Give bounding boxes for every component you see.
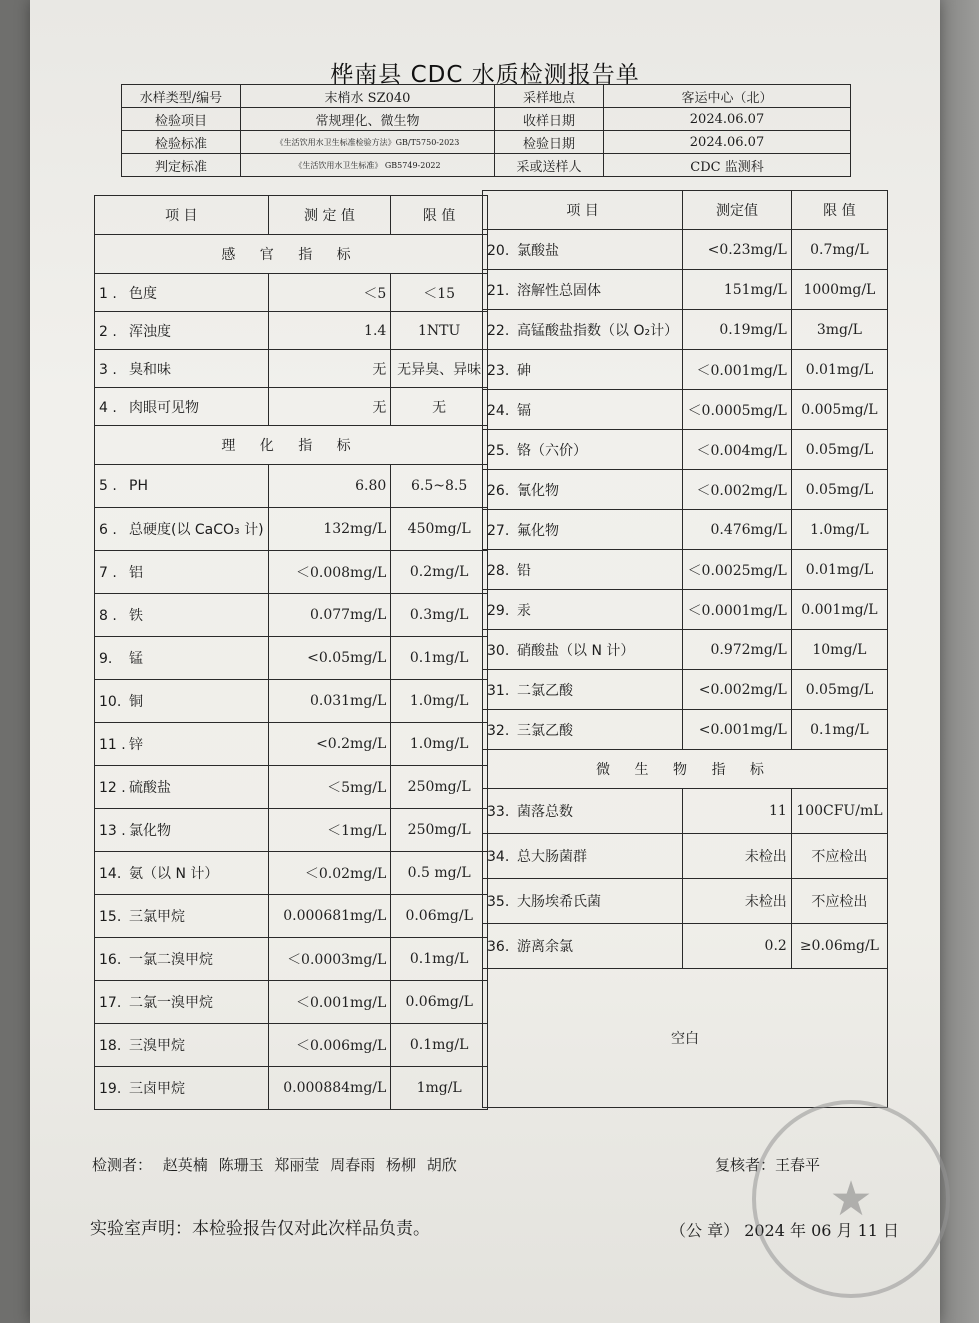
limit-value: 0.05mg/L [791,670,887,710]
item-name: 总硬度(以 CaCO₃ 计) [129,522,264,538]
reviewer-label: 复核者： [715,1156,776,1174]
item-number: 6 . [99,522,117,538]
measured-value: ＜0.008mg/L [268,551,391,594]
item-name-cell [483,470,683,510]
limit-value: 0.3mg/L [391,594,488,637]
item-name: 镉 [517,402,531,419]
item-name: 铝 [129,565,143,581]
table-row [483,230,888,270]
limit-value: 0.2mg/L [391,551,488,594]
item-name: 菌落总数 [517,804,573,820]
measured-value: ＜0.002mg/L [683,470,792,510]
item-name-cell [95,938,269,981]
item-name-cell [483,630,683,670]
item-name-cell [95,594,269,637]
item-name: 大肠埃希氏菌 [517,894,601,910]
item-name: 三溴甲烷 [129,1038,185,1054]
measured-value: ＜0.004mg/L [683,430,792,470]
table-row [483,550,888,590]
info-value: 《生活饮用水卫生标准》 GB5749-2022 [241,154,495,177]
info-value: 2024.06.07 [604,131,851,154]
item-name: 氯化物 [129,823,171,839]
measured-value: ＜1mg/L [268,809,391,852]
table-row [95,809,488,852]
item-name-cell [95,637,269,680]
item-name: 二氯一溴甲烷 [129,995,213,1011]
item-name: 砷 [517,362,531,379]
table-row [483,834,888,879]
limit-value: 0.7mg/L [791,230,887,270]
item-name-cell [95,809,269,852]
column-header: 限 值 [391,196,488,235]
measured-value: 未检出 [683,834,792,879]
table-row [95,388,488,426]
item-number: 34. [487,849,510,865]
item-name: 氨（以 N 计） [129,866,219,882]
table-row [483,924,888,969]
item-number: 36. [487,939,510,955]
item-number: 4 . [99,399,117,416]
item-name: 氟化物 [517,522,559,539]
table-row [95,508,488,551]
item-name: 氯酸盐 [517,242,559,259]
table-row [95,594,488,637]
sample-info-table [121,84,851,177]
reviewer-name: 王春平 [775,1156,821,1174]
item-number: 8 . [99,608,117,624]
item-number: 1 . [99,285,117,302]
limit-value: 0.5 mg/L [391,852,488,895]
column-header: 测 定 值 [268,196,391,235]
item-name: 一氯二溴甲烷 [129,952,213,968]
seal-date: 2024 年 06 月 11 日 [744,1221,900,1240]
table-row [483,590,888,630]
item-number: 35. [487,894,510,910]
section-row [483,750,888,789]
table-row [483,670,888,710]
section-row [95,235,488,274]
item-number: 2 . [99,323,117,340]
measured-value: 6.80 [268,465,391,508]
seal-label: （公 章） [670,1221,740,1240]
table-row [95,350,488,388]
table-row [483,350,888,390]
measured-value: ＜0.0001mg/L [683,590,792,630]
item-number: 25. [487,442,510,459]
table-row [95,766,488,809]
measured-value: 未检出 [683,879,792,924]
table-row [483,270,888,310]
column-header: 项 目 [95,196,269,235]
item-name: 溶解性总固体 [517,282,601,299]
measured-value: <0.2mg/L [268,723,391,766]
measured-value: ＜0.0003mg/L [268,938,391,981]
table-row [483,789,888,834]
tester-name: 胡欣 [426,1156,457,1174]
measured-value: <0.002mg/L [683,670,792,710]
item-name: 铜 [129,694,143,710]
item-name: 硫酸盐 [129,780,171,796]
item-name-cell [95,895,269,938]
item-name-cell [95,766,269,809]
table-row [95,465,488,508]
item-number: 9. [99,651,113,667]
item-number: 23. [487,362,510,379]
measured-value: 0.077mg/L [268,594,391,637]
item-name: 汞 [517,602,531,619]
info-label: 判定标准 [122,154,241,177]
item-name-cell [95,465,269,508]
measured-value: 0.000884mg/L [268,1067,391,1110]
limit-value: ＜15 [391,274,488,312]
info-label: 采或送样人 [495,154,604,177]
item-name-cell [95,981,269,1024]
item-name-cell [483,670,683,710]
limit-value: 1NTU [391,312,488,350]
testers-label: 检测者： [92,1156,153,1174]
item-name-cell [483,230,683,270]
limit-value: 0.06mg/L [391,895,488,938]
measured-value: ＜0.001mg/L [268,981,391,1024]
item-name: 总大肠菌群 [517,849,587,865]
info-label: 收样日期 [495,108,604,131]
item-number: 24. [487,402,510,419]
section-title: 微 生 物 指 标 [483,750,888,789]
column-header: 项 目 [483,191,683,230]
table-row [95,1067,488,1110]
limit-value: 0.1mg/L [391,1024,488,1067]
measured-value: ＜5mg/L [268,766,391,809]
item-name: 锌 [129,737,143,753]
measured-value: <0.23mg/L [683,230,792,270]
limit-value: 1.0mg/L [791,510,887,550]
measured-value: 0.476mg/L [683,510,792,550]
item-number: 26. [487,482,510,499]
item-name: 铁 [129,608,143,624]
testers-line [92,1154,463,1175]
tester-name: 郑丽莹 [274,1156,320,1174]
measured-value: 0.031mg/L [268,680,391,723]
measured-value: ＜0.001mg/L [683,350,792,390]
item-number: 22. [487,322,510,339]
measured-value: 1.4 [268,312,391,350]
table-row [95,938,488,981]
right-results-table [482,190,888,1108]
item-name: PH [129,478,148,494]
item-name-cell [483,550,683,590]
item-name-cell [95,1067,269,1110]
limit-value: 0.1mg/L [391,938,488,981]
item-name-cell [95,312,269,350]
blank-cell: 空白 [483,969,888,1108]
item-name-cell [95,508,269,551]
item-number: 3 . [99,361,117,378]
table-row [483,879,888,924]
table-row [95,312,488,350]
item-number: 14. [99,866,122,882]
item-name: 三卤甲烷 [129,1081,185,1097]
table-row [95,680,488,723]
table-row [95,551,488,594]
item-name-cell [95,274,269,312]
measured-value: <0.001mg/L [683,710,792,750]
measured-value: 0.000681mg/L [268,895,391,938]
info-value: CDC 监测科 [604,154,851,177]
item-number: 12 . [99,780,126,796]
table-row [95,1024,488,1067]
item-name-cell [95,1024,269,1067]
item-name: 高锰酸盐指数（以 O₂计） [517,322,679,339]
limit-value: ≥0.06mg/L [791,924,887,969]
measured-value: 无 [268,388,391,426]
item-name-cell [483,789,683,834]
limit-value: 无 [391,388,488,426]
item-name: 氰化物 [517,482,559,499]
measured-value: 无 [268,350,391,388]
column-header: 限 值 [791,191,887,230]
table-row [95,723,488,766]
item-name: 锰 [129,651,143,667]
info-row [122,85,851,108]
item-name: 浑浊度 [129,323,171,340]
item-number: 33. [487,804,510,820]
info-label: 采样地点 [495,85,604,108]
item-name: 铅 [517,562,531,579]
table-row [483,510,888,550]
limit-value: 1.0mg/L [391,680,488,723]
measured-value: 132mg/L [268,508,391,551]
tester-name: 杨柳 [385,1156,416,1174]
item-number: 19. [99,1081,122,1097]
left-results-table [94,195,488,1110]
limit-value: 6.5~8.5 [391,465,488,508]
item-name: 三氯甲烷 [129,909,185,925]
item-name: 游离余氯 [517,939,573,955]
item-number: 11 . [99,737,126,753]
item-number: 31. [487,682,510,699]
measured-value: ＜0.006mg/L [268,1024,391,1067]
item-name-cell [483,879,683,924]
info-value: 客运中心（北） [604,85,851,108]
item-name-cell [483,590,683,630]
tester-name: 周春雨 [330,1156,376,1174]
limit-value: 0.005mg/L [791,390,887,430]
report-title: 桦南县 CDC 水质检测报告单 [330,62,640,88]
table-row [95,895,488,938]
table-row [483,430,888,470]
column-header: 测定值 [683,191,792,230]
measured-value: ＜0.0025mg/L [683,550,792,590]
item-name-cell [483,834,683,879]
tester-name: 陈珊玉 [218,1156,264,1174]
measured-value: <0.05mg/L [268,637,391,680]
item-name-cell [483,310,683,350]
star-icon: ★ [829,1171,873,1227]
item-name-cell [483,350,683,390]
table-row [95,981,488,1024]
table-row [95,852,488,895]
item-number: 17. [99,995,122,1011]
measured-value: ＜5 [268,274,391,312]
measured-value: 0.972mg/L [683,630,792,670]
table-row [95,637,488,680]
limit-value: 0.1mg/L [791,710,887,750]
item-name: 臭和味 [129,361,171,378]
limit-value: 0.05mg/L [791,470,887,510]
item-number: 27. [487,522,510,539]
measured-value: 0.19mg/L [683,310,792,350]
item-number: 21. [487,282,510,299]
limit-value: 0.06mg/L [391,981,488,1024]
item-name-cell [95,723,269,766]
item-name-cell [95,852,269,895]
blank-row [483,969,888,1108]
item-number: 30. [487,642,510,659]
item-number: 18. [99,1038,122,1054]
tester-name: 赵英楠 [162,1156,208,1174]
column-header-row [483,191,888,230]
info-label: 水样类型/编号 [122,85,241,108]
limit-value: 0.01mg/L [791,350,887,390]
item-name-cell [483,510,683,550]
info-value: 常规理化、微生物 [241,108,495,131]
limit-value: 无异臭、异味 [391,350,488,388]
limit-value: 0.1mg/L [391,637,488,680]
info-value: 末梢水 SZ040 [241,85,495,108]
measured-value: ＜0.02mg/L [268,852,391,895]
info-value: 《生活饮用水卫生标准检验方法》GB/T5750-2023 [241,131,495,154]
limit-value: 0.05mg/L [791,430,887,470]
section-title: 感 官 指 标 [95,235,488,274]
item-number: 16. [99,952,122,968]
item-name-cell [483,430,683,470]
item-number: 15. [99,909,122,925]
limit-value: 10mg/L [791,630,887,670]
item-name: 硝酸盐（以 N 计） [517,642,635,659]
item-number: 10. [99,694,122,710]
info-row [122,108,851,131]
info-row [122,154,851,177]
limit-value: 1000mg/L [791,270,887,310]
item-name: 铬（六价） [517,442,587,459]
limit-value: 0.01mg/L [791,550,887,590]
item-name-cell [483,270,683,310]
table-row [483,470,888,510]
item-name-cell [95,388,269,426]
item-name: 肉眼可见物 [129,399,199,416]
item-number: 7 . [99,565,117,581]
limit-value: 不应检出 [791,834,887,879]
table-row [95,274,488,312]
item-name: 二氯乙酸 [517,682,573,699]
item-name-cell [95,551,269,594]
item-name-cell [483,924,683,969]
item-name: 三氯乙酸 [517,722,573,739]
item-name-cell [483,710,683,750]
limit-value: 1.0mg/L [391,723,488,766]
item-name-cell [95,680,269,723]
measured-value: 11 [683,789,792,834]
item-number: 32. [487,722,510,739]
limit-value: 250mg/L [391,809,488,852]
measured-value: 0.2 [683,924,792,969]
item-number: 29. [487,602,510,619]
column-header-row [95,196,488,235]
limit-value: 450mg/L [391,508,488,551]
section-row [95,426,488,465]
table-row [483,390,888,430]
info-label: 检验日期 [495,131,604,154]
item-number: 28. [487,562,510,579]
table-row [483,710,888,750]
item-number: 20. [487,242,510,259]
limit-value: 1mg/L [391,1067,488,1110]
info-row [122,131,851,154]
info-label: 检验项目 [122,108,241,131]
table-row [483,630,888,670]
lab-declaration: 实验室声明：本检验报告仅对此次样品负责。 [90,1219,430,1239]
item-name-cell [483,390,683,430]
limit-value: 250mg/L [391,766,488,809]
info-label: 检验标准 [122,131,241,154]
limit-value: 100CFU/mL [791,789,887,834]
section-title: 理 化 指 标 [95,426,488,465]
limit-value: 不应检出 [791,879,887,924]
measured-value: ＜0.0005mg/L [683,390,792,430]
official-seal-stamp [752,1100,950,1298]
item-name-cell [95,350,269,388]
item-number: 5 . [99,478,117,494]
item-number: 13 . [99,823,126,839]
info-value: 2024.06.07 [604,108,851,131]
item-name: 色度 [129,285,157,302]
measured-value: 151mg/L [683,270,792,310]
limit-value: 0.001mg/L [791,590,887,630]
limit-value: 3mg/L [791,310,887,350]
table-row [483,310,888,350]
